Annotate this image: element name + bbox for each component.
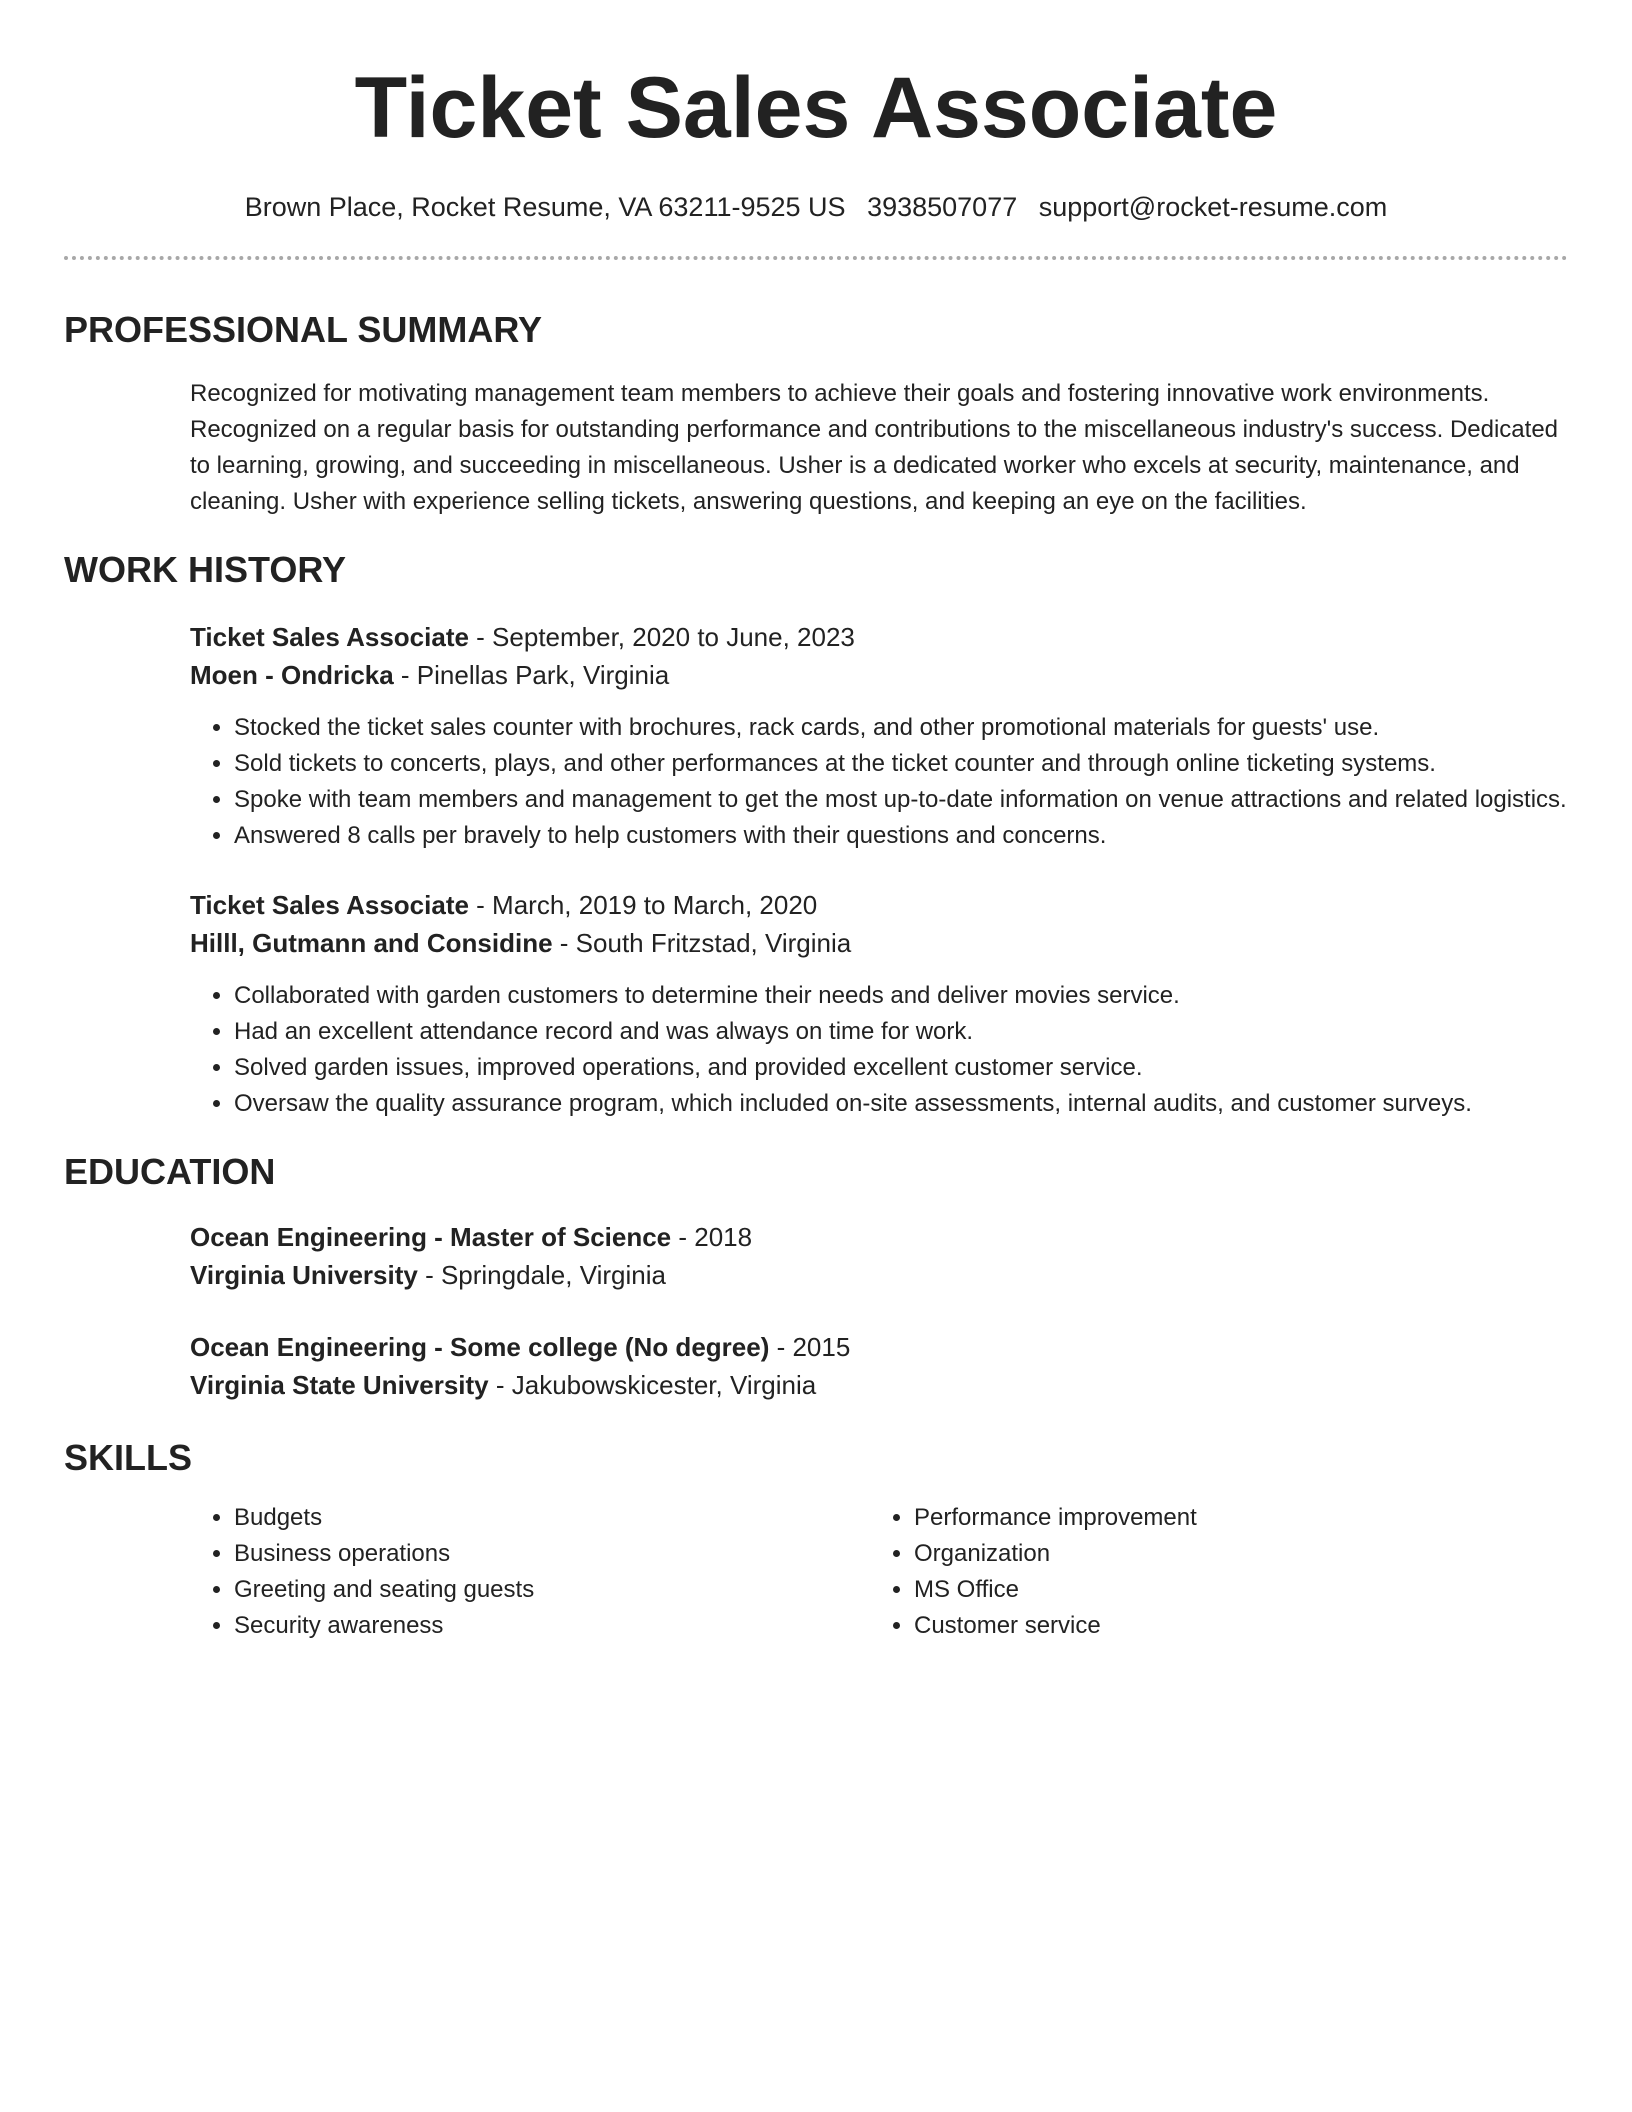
skills-list-left — [190, 1500, 870, 1644]
work-entry — [190, 886, 1568, 1122]
summary-text: Recognized for motivating management team members to achieve their goals and fostering innovative work environments. Recognized on a regular basis for outstanding performance and contributions to the miscellaneous industry's success. Dedicated to learning, growing, and succeeding in miscellaneous. Usher is a dedicated worker who excels at security, maintenance, and cleaning. Usher with experience selling tickets, answering questions, and keeping an eye on the facilities. — [190, 380, 1559, 515]
school: Virginia University — [190, 1260, 418, 1290]
list-item: • Stocked the ticket sales counter with brochures, rack cards, and other promotional materials for guests' use. — [234, 710, 1568, 746]
job-role-line — [190, 618, 1568, 656]
skills-columns — [190, 1500, 1568, 1644]
section-title-education: EDUCATION — [64, 1151, 276, 1192]
job-role: Ticket Sales Associate — [190, 622, 469, 652]
education-entry — [190, 1328, 1568, 1404]
contact-phone: 3938507077 — [867, 192, 1018, 222]
job-location: - South Fritzstad, Virginia — [552, 928, 852, 958]
list-item: • Collaborated with garden customers to determine their needs and deliver movies service. — [234, 978, 1568, 1014]
job-company: Hilll, Gutmann and Considine — [190, 928, 553, 958]
job-role-line — [190, 886, 1568, 924]
skill-item: • Budgets — [234, 1500, 870, 1536]
list-item: • Solved garden issues, improved operations, and provided excellent customer service. — [234, 1050, 1568, 1086]
skill-item: • MS Office — [914, 1572, 1550, 1608]
school: Virginia State University — [190, 1370, 489, 1400]
contact-address: Brown Place, Rocket Resume, VA 63211-9525 US — [244, 192, 846, 222]
degree-year: - 2015 — [769, 1332, 851, 1362]
list-item: • Sold tickets to concerts, plays, and other performances at the ticket counter and through online ticketing systems. — [234, 746, 1568, 782]
job-company: Moen - Ondricka — [190, 660, 394, 690]
list-item: • Had an excellent attendance record and was always on time for work. — [234, 1014, 1568, 1050]
skill-item: • Performance improvement — [914, 1500, 1550, 1536]
skill-item: • Business operations — [234, 1536, 870, 1572]
degree-year: - 2018 — [671, 1222, 753, 1252]
section-title-summary: PROFESSIONAL SUMMARY — [64, 309, 543, 350]
school-location: - Springdale, Virginia — [417, 1260, 666, 1290]
school-line — [190, 1366, 1568, 1404]
job-dates: - March, 2019 to March, 2020 — [468, 890, 818, 920]
list-item: • Oversaw the quality assurance program, which included on-site assessments, internal audits, and customer surveys. — [234, 1086, 1568, 1122]
job-role: Ticket Sales Associate — [190, 890, 469, 920]
school-line — [190, 1256, 1568, 1294]
candidate-name: Ticket Sales Associate — [354, 60, 1278, 156]
skills-list-right — [870, 1500, 1550, 1644]
job-bullets — [190, 978, 1568, 1122]
school-location: - Jakubowskicester, Virginia — [488, 1370, 817, 1400]
education-entry — [190, 1218, 1568, 1294]
work-entry — [190, 618, 1568, 854]
header-divider — [64, 256, 1568, 260]
job-company-line — [190, 924, 1568, 962]
degree: Ocean Engineering - Some college (No degree) — [190, 1332, 770, 1362]
job-company-line — [190, 656, 1568, 694]
contact-line — [64, 190, 1568, 224]
section-title-skills: SKILLS — [64, 1437, 193, 1478]
list-item: • Answered 8 calls per bravely to help customers with their questions and concerns. — [234, 818, 1568, 854]
section-title-work-history: WORK HISTORY — [64, 549, 347, 590]
job-location: - Pinellas Park, Virginia — [393, 660, 670, 690]
degree-line — [190, 1218, 1568, 1256]
job-dates: - September, 2020 to June, 2023 — [468, 622, 855, 652]
degree-line — [190, 1328, 1568, 1366]
skill-item: • Customer service — [914, 1608, 1550, 1644]
skill-item: • Security awareness — [234, 1608, 870, 1644]
skill-item: • Organization — [914, 1536, 1550, 1572]
contact-email: support@rocket-resume.com — [1038, 192, 1388, 222]
job-bullets — [190, 710, 1568, 854]
list-item: • Spoke with team members and management to get the most up-to-date information on venue attractions and related logistics. — [234, 782, 1568, 818]
skill-item: • Greeting and seating guests — [234, 1572, 870, 1608]
degree: Ocean Engineering - Master of Science — [190, 1222, 672, 1252]
